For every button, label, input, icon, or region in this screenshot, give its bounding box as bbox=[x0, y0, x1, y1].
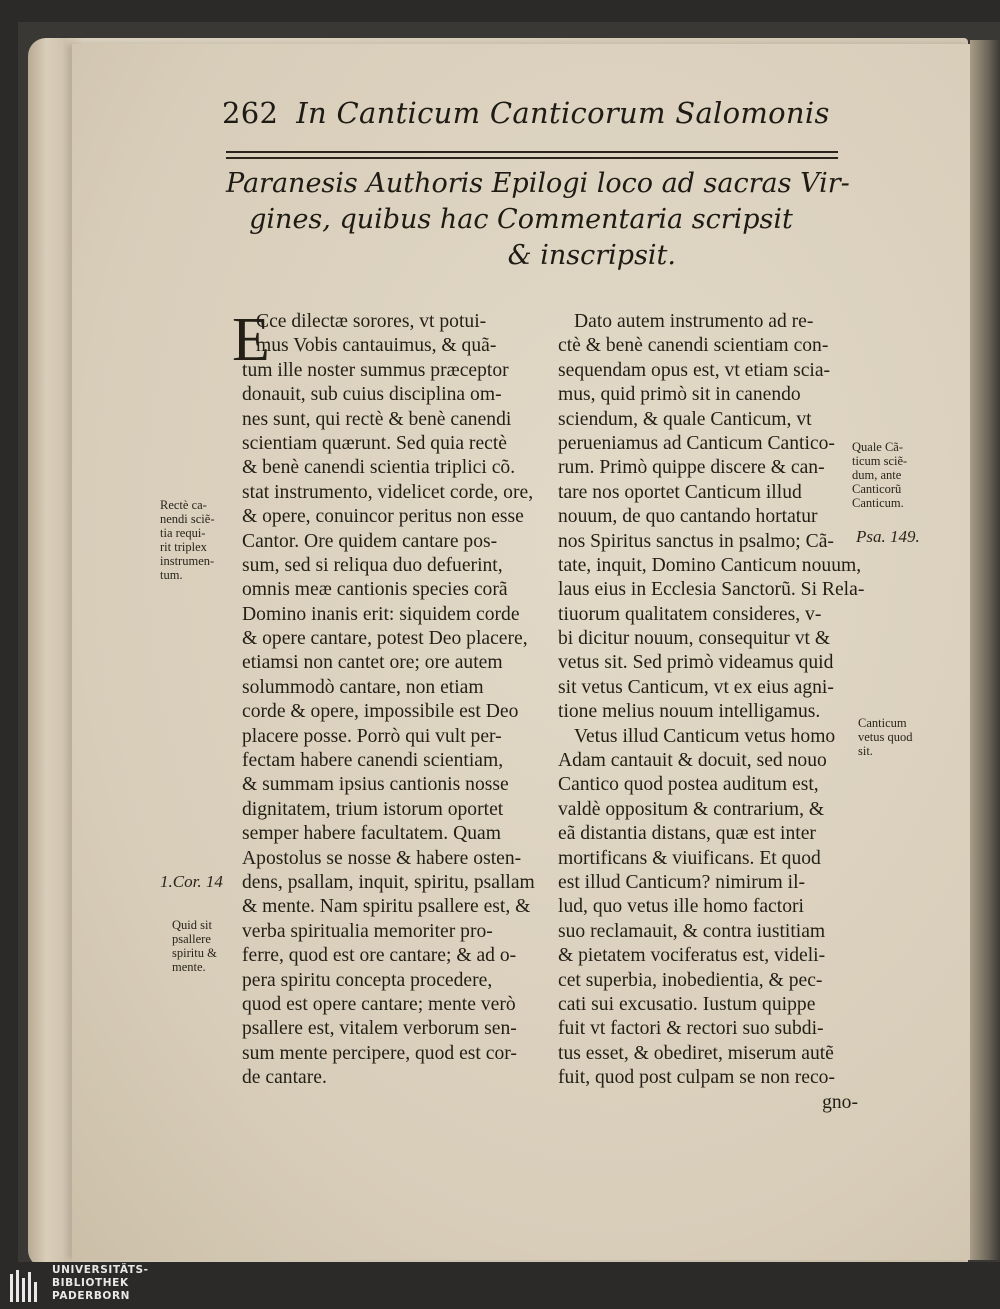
text-line: est illud Canticum? nimirum il- bbox=[558, 871, 806, 893]
body-column-right bbox=[558, 310, 865, 1115]
text-line: dignitatem, trium istorum oportet bbox=[242, 798, 504, 820]
header-rule-top bbox=[226, 151, 838, 153]
text-line: ferre, quod est ore cantare; & ad o- bbox=[242, 945, 517, 967]
text-line: Canticorũ bbox=[852, 482, 902, 496]
drop-cap: E bbox=[232, 306, 270, 374]
text-line: Cantor. Ore quidem cantare pos- bbox=[242, 530, 498, 552]
margin-note-quale-canticum bbox=[852, 440, 907, 510]
text-line: de cantare. bbox=[242, 1067, 327, 1089]
margin-ref-psa149: Psa. 149. bbox=[856, 527, 920, 546]
text-line: & opere, conuincor peritus non esse bbox=[242, 506, 524, 528]
text-line: cati sui excusatio. Iustum quippe bbox=[558, 993, 816, 1015]
text-line: nos Spiritus sanctus in psalmo; Cã- bbox=[558, 530, 834, 552]
text-line: dens, psallam, inquit, spiritu, psallam bbox=[242, 871, 535, 893]
text-line: psallere est, vitalem verborum sen- bbox=[242, 1018, 517, 1040]
text-line: rit triplex bbox=[160, 540, 207, 554]
margin-ref-1cor14: 1.Cor. 14 bbox=[160, 872, 223, 891]
text-line: fectam habere canendi scientiam, bbox=[242, 750, 504, 772]
text-line: tus esset, & obediret, miserum autẽ bbox=[558, 1042, 834, 1064]
text-line: Canticum bbox=[858, 716, 907, 730]
text-line: & benè canendi scientia triplici cõ. bbox=[242, 457, 516, 479]
text-line: fuit vt factori & rectori suo subdi- bbox=[558, 1018, 824, 1040]
title-line: gines, quibus hac Commentaria scripsit bbox=[249, 204, 793, 235]
text-line: Quale Cã- bbox=[852, 440, 904, 454]
text-line: nendi sciẽ- bbox=[160, 512, 215, 526]
text-line: & mente. Nam spiritu psallere est, & bbox=[242, 896, 531, 918]
margin-note-recte-canendi bbox=[160, 498, 215, 582]
text-line: tione melius nouum intelligamus. bbox=[558, 701, 821, 723]
text-line: & summam ipsius cantionis nosse bbox=[242, 774, 509, 796]
text-line: mus Vobis cantauimus, & quã- bbox=[256, 335, 497, 357]
text-line: vetus sit. Sed primò videamus quid bbox=[558, 652, 834, 674]
text-line: spiritu & bbox=[172, 946, 217, 960]
page-number: 262 bbox=[222, 96, 279, 130]
text-line: Domino inanis erit: siquidem corde bbox=[242, 603, 520, 625]
text-line: stat instrumento, videlicet corde, ore, bbox=[242, 481, 534, 503]
title-line: Paranesis Authoris Epilogi loco ad sacras Vir- bbox=[226, 168, 850, 199]
text-line: Vetus illud Canticum vetus homo bbox=[574, 725, 836, 747]
text-line: suo reclamauit, & contra iustitiam bbox=[558, 920, 826, 942]
text-line: tum. bbox=[160, 568, 183, 582]
body-column-left bbox=[242, 310, 542, 1091]
running-title: In Canticum Canticorum Salomonis bbox=[296, 96, 830, 130]
text-line: psallere bbox=[172, 932, 211, 946]
text-line: tum ille noster summus præceptor bbox=[242, 359, 509, 381]
text-line: nes sunt, qui rectè & benè canendi bbox=[242, 408, 512, 430]
text-line: mortificans & viuificans. Et quod bbox=[558, 847, 821, 869]
text-line: Cantico quod postea auditum est, bbox=[558, 774, 819, 796]
text-line: fuit, quod post culpam se non reco- bbox=[558, 1067, 835, 1089]
binding-shadow bbox=[970, 40, 1000, 1260]
text-line: scientiam quærunt. Sed quia rectè bbox=[242, 432, 507, 454]
text-line: sit. bbox=[858, 744, 873, 758]
text-line: lud, quo vetus ille homo factori bbox=[558, 896, 804, 918]
text-line: etiamsi non cantet ore; ore autem bbox=[242, 652, 503, 674]
running-head bbox=[222, 96, 830, 130]
section-title bbox=[226, 166, 850, 274]
library-line: BIBLIOTHEK bbox=[52, 1277, 129, 1289]
text-line: Canticum. bbox=[852, 496, 904, 510]
text-line: tia requi- bbox=[160, 526, 206, 540]
text-line: vetus quod bbox=[858, 730, 913, 744]
text-line: valdè oppositum & contrarium, & bbox=[558, 798, 825, 820]
text-line: donauit, sub cuius disciplina om- bbox=[242, 384, 502, 406]
text-line: mus, quid primò sit in canendo bbox=[558, 384, 801, 406]
text-line: rum. Primò quippe discere & can- bbox=[558, 457, 825, 479]
text-line: sequendam opus est, vt etiam scia- bbox=[558, 359, 831, 381]
margin-note-canticum-vetus bbox=[858, 716, 913, 758]
text-line: instrumen- bbox=[160, 554, 215, 568]
text-line: cet superbia, inobedientia, & pec- bbox=[558, 969, 823, 991]
text-line: sum, sed si reliqua duo defuerint, bbox=[242, 554, 503, 576]
text-line: gno- bbox=[822, 1091, 858, 1113]
text-line: Dato autem instrumento ad re- bbox=[574, 311, 814, 332]
text-line: Quid sit bbox=[172, 918, 212, 932]
text-line: bi dicitur nouum, consequitur vt & bbox=[558, 628, 831, 650]
text-line: placere posse. Porrò qui vult per- bbox=[242, 725, 502, 747]
library-line: UNIVERSITÄTS- bbox=[52, 1264, 149, 1276]
text-line: verba spiritualia memoriter pro- bbox=[242, 920, 493, 942]
text-line: semper habere facultatem. Quam bbox=[242, 823, 501, 845]
text-line: nouum, de quo cantando hortatur bbox=[558, 506, 818, 528]
text-line: pera spiritu concepta procedere, bbox=[242, 969, 493, 991]
text-line: quod est opere cantare; mente verò bbox=[242, 993, 516, 1015]
text-line: solummodò cantare, non etiam bbox=[242, 676, 484, 698]
margin-note-quid-sit-psallere bbox=[172, 918, 217, 974]
text-line: perueniamus ad Canticum Cantico- bbox=[558, 432, 835, 454]
text-line: Cce dilectæ sorores, vt potui- bbox=[256, 311, 487, 332]
library-line: PADERBORN bbox=[52, 1290, 131, 1302]
text-line: & opere cantare, potest Deo placere, bbox=[242, 628, 528, 650]
text-line: omnis meæ cantionis species corã bbox=[242, 579, 508, 601]
text-line: tiuorum qualitatem consideres, v- bbox=[558, 603, 822, 625]
text-line: sum mente percipere, quod est cor- bbox=[242, 1042, 517, 1064]
text-line: Apostolus se nosse & habere osten- bbox=[242, 847, 522, 869]
text-line: ticum sciẽ- bbox=[852, 454, 908, 468]
text-line: tate, inquit, Domino Canticum nouum, bbox=[558, 554, 862, 576]
text-line: Rectè ca- bbox=[160, 498, 207, 512]
text-line: dum, ante bbox=[852, 468, 902, 482]
text-line: corde & opere, impossibile est Deo bbox=[242, 701, 519, 723]
text-line: ctè & benè canendi scientiam con- bbox=[558, 335, 829, 357]
text-line: laus eius in Ecclesia Sanctorũ. Si Rela- bbox=[558, 579, 865, 601]
header-rule-bottom bbox=[226, 157, 838, 159]
footer-bar bbox=[0, 1262, 1000, 1309]
title-line: & inscripsit. bbox=[507, 240, 676, 271]
text-line: eã distantia distans, quæ est inter bbox=[558, 823, 816, 845]
text-line: sit vetus Canticum, vt ex eius agni- bbox=[558, 676, 834, 698]
text-line: mente. bbox=[172, 960, 206, 974]
text-line: tare nos oportet Canticum illud bbox=[558, 481, 802, 503]
library-logo-icon bbox=[8, 1268, 44, 1304]
text-line: & pietatem vociferatus est, videli- bbox=[558, 945, 826, 967]
text-line: Adam cantauit & docuit, sed nouo bbox=[558, 750, 827, 772]
library-name bbox=[52, 1264, 149, 1303]
text-line: sciendum, & quale Canticum, vt bbox=[558, 408, 812, 430]
